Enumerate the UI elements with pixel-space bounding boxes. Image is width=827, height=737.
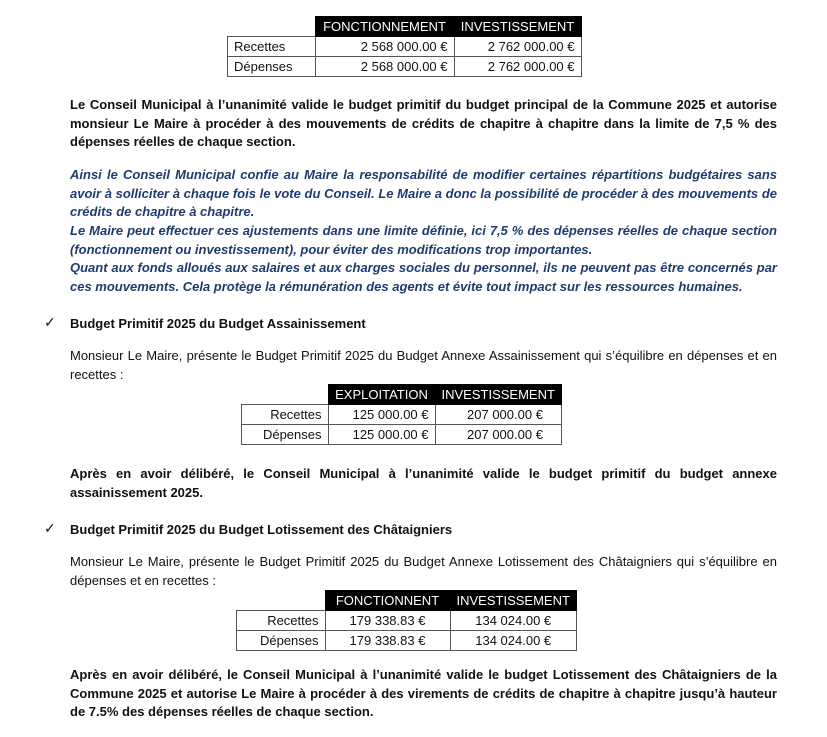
table-cell: 179 338.83 € [325,631,450,651]
table-header-row [242,385,562,405]
main-budget-vote-paragraph: Le Conseil Municipal à l’unanimité valide le budget primitif du budget principal de la Commune 2025 et autorise monsieur Le Maire à procéder à des mouvements de crédits de chapitre à chapitre dans la limite de 7,5 % des dépenses réelles de chaque section. [70,97,777,149]
table-row [237,611,577,631]
table-header-row [228,17,582,37]
table-row [228,37,582,57]
table-corner [242,385,329,405]
main-budget-table [227,16,582,77]
lotissement-budget-table [236,590,577,651]
column-header: FONCTIONNEMENT [315,17,454,37]
table-cell: 125 000.00 € [328,425,435,445]
column-header: INVESTISSEMENT [454,17,581,37]
section-heading-lotissement: Budget Primitif 2025 du Budget Lotissement des Châtaigniers [70,522,453,537]
explanation-paragraph-1: Ainsi le Conseil Municipal confie au Maire la responsabilité de modifier certaines répartitions budgétaires sans avoir à solliciter à chaque fois le vote du Conseil. Le Maire a donc la possibilité de procéder à des mouvements de crédits de chapitre à chapitre. [70,167,777,219]
table-cell: 134 024.00 € [450,631,576,651]
table-row [228,57,582,77]
table-cell: 179 338.83 € [325,611,450,631]
row-label: Recettes [242,405,329,425]
row-label: Dépenses [237,631,326,651]
table-row [242,425,562,445]
row-label: Dépenses [228,57,316,77]
table-cell: 207 000.00 € [435,425,561,445]
table-cell: 2 762 000.00 € [454,57,581,77]
checkmark-icon: ✓ [44,520,56,536]
table-cell: 2 568 000.00 € [315,57,454,77]
table-corner [228,17,316,37]
explanation-paragraph-2: Le Maire peut effectuer ces ajustements dans une limite définie, ici 7,5 % des dépenses réelles de chaque section (fonctionnement ou investissement), pour éviter des modifications trop importantes. [70,223,777,257]
table-row [237,631,577,651]
checkmark-icon: ✓ [44,314,56,330]
row-label: Dépenses [242,425,329,445]
column-header: FONCTIONNENT [325,591,450,611]
column-header: EXPLOITATION [328,385,435,405]
table-cell: 207 000.00 € [435,405,561,425]
assainissement-intro-paragraph: Monsieur Le Maire, présente le Budget Primitif 2025 du Budget Annexe Assainissement qui s’équilibre en dépenses et en recettes : [70,348,777,382]
row-label: Recettes [237,611,326,631]
table-cell: 2 762 000.00 € [454,37,581,57]
lotissement-intro-paragraph: Monsieur Le Maire, présente le Budget Primitif 2025 du Budget Annexe Lotissement des Châtaigniers qui s’équilibre en dépenses et en recettes : [70,554,777,588]
table-header-row [237,591,577,611]
assainissement-vote-paragraph: Après en avoir délibéré, le Conseil Municipal à l’unanimité valide le budget primitif du budget annexe assainissement 2025. [70,466,777,500]
lotissement-vote-paragraph: Après en avoir délibéré, le Conseil Municipal à l’unanimité valide le budget Lotissement des Châtaigniers de la Commune 2025 et autorise Le Maire à procéder à des virements de crédits de chapitre à chapitre jusqu’à hauteur de 7.5% des dépenses réelles de chaque section. [70,667,777,719]
explanation-paragraph-3: Quant aux fonds alloués aux salaires et aux charges sociales du personnel, ils ne peuvent pas être concernés par ces mouvements. Cela protège la rémunération des agents et évite tout impact sur les ressources humaines. [70,260,777,294]
column-header: INVESTISSEMENT [450,591,576,611]
section-heading-assainissement: Budget Primitif 2025 du Budget Assainissement [70,316,366,331]
column-header: INVESTISSEMENT [435,385,561,405]
table-cell: 134 024.00 € [450,611,576,631]
table-cell: 125 000.00 € [328,405,435,425]
table-corner [237,591,326,611]
row-label: Recettes [228,37,316,57]
assainissement-budget-table [241,384,562,445]
table-cell: 2 568 000.00 € [315,37,454,57]
table-row [242,405,562,425]
